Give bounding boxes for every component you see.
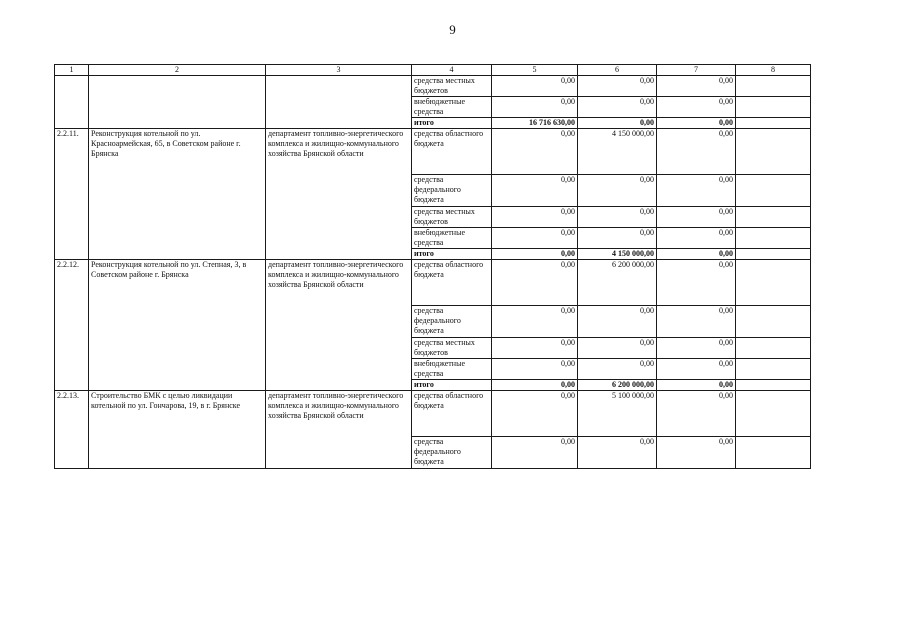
value-col7: 0,00 <box>657 207 736 228</box>
column-number-row <box>55 65 811 76</box>
value-col7: 0,00 <box>657 437 736 469</box>
value-col8 <box>736 228 811 249</box>
value-col8 <box>736 97 811 118</box>
funding-source: внебюджетные средства <box>412 228 492 249</box>
value-col8 <box>736 76 811 97</box>
column-header: 4 <box>412 65 492 76</box>
value-col6: 4 150 000,00 <box>578 249 657 260</box>
funding-source: средства местных бюджетов <box>412 338 492 359</box>
value-col5: 0,00 <box>492 228 578 249</box>
value-col5: 0,00 <box>492 359 578 380</box>
value-col8 <box>736 338 811 359</box>
funding-source: средства федерального бюджета <box>412 437 492 469</box>
value-col5: 0,00 <box>492 97 578 118</box>
entry-number: 2.2.11. <box>55 129 89 260</box>
value-col6: 6 200 000,00 <box>578 380 657 391</box>
funding-source: итого <box>412 118 492 129</box>
value-col7: 0,00 <box>657 129 736 175</box>
page-number: 9 <box>449 22 456 37</box>
value-col5: 0,00 <box>492 437 578 469</box>
value-col6: 0,00 <box>578 207 657 228</box>
value-col7: 0,00 <box>657 359 736 380</box>
entry-name: Строительство БМК с целью ликвидации котельной по ул. Гончарова, 19, в г. Брянске <box>89 391 266 469</box>
funding-source: средства местных бюджетов <box>412 76 492 97</box>
continued-entry <box>55 76 811 129</box>
value-col6: 6 200 000,00 <box>578 260 657 306</box>
funding-source: средства областного бюджета <box>412 129 492 175</box>
funding-source: средства федерального бюджета <box>412 306 492 338</box>
value-col6: 0,00 <box>578 338 657 359</box>
value-col6: 0,00 <box>578 306 657 338</box>
value-col8 <box>736 359 811 380</box>
value-col8 <box>736 207 811 228</box>
value-col5: 0,00 <box>492 76 578 97</box>
value-col7: 0,00 <box>657 391 736 437</box>
value-col6: 0,00 <box>578 228 657 249</box>
funding-source: средства местных бюджетов <box>412 207 492 228</box>
value-col8 <box>736 249 811 260</box>
value-col5: 0,00 <box>492 129 578 175</box>
entry-executor: департамент топливно-энергетического комплекса и жилищно-коммунального хозяйства Брянской области <box>266 260 412 391</box>
empty-name-cell <box>89 76 266 129</box>
entry-2-2-11 <box>55 129 811 260</box>
value-col5: 0,00 <box>492 391 578 437</box>
value-col8 <box>736 129 811 175</box>
value-col7: 0,00 <box>657 228 736 249</box>
value-col7: 0,00 <box>657 306 736 338</box>
table-row <box>55 76 811 97</box>
table-row <box>55 260 811 306</box>
funding-source: средства областного бюджета <box>412 260 492 306</box>
column-header: 8 <box>736 65 811 76</box>
value-col7: 0,00 <box>657 338 736 359</box>
entry-number: 2.2.13. <box>55 391 89 469</box>
table-row <box>55 129 811 175</box>
column-header: 2 <box>89 65 266 76</box>
entry-executor: департамент топливно-энергетического комплекса и жилищно-коммунального хозяйства Брянской области <box>266 391 412 469</box>
funding-source: внебюджетные средства <box>412 97 492 118</box>
value-col8 <box>736 391 811 437</box>
value-col7: 0,00 <box>657 260 736 306</box>
value-col7: 0,00 <box>657 76 736 97</box>
value-col6: 0,00 <box>578 437 657 469</box>
entry-number: 2.2.12. <box>55 260 89 391</box>
column-header: 1 <box>55 65 89 76</box>
funding-source: средства областного бюджета <box>412 391 492 437</box>
value-col5: 0,00 <box>492 175 578 207</box>
value-col5: 0,00 <box>492 249 578 260</box>
budget-table <box>54 64 811 469</box>
value-col6: 0,00 <box>578 97 657 118</box>
value-col8 <box>736 437 811 469</box>
value-col8 <box>736 260 811 306</box>
value-col7: 0,00 <box>657 175 736 207</box>
entry-executor: департамент топливно-энергетического комплекса и жилищно-коммунального хозяйства Брянской области <box>266 129 412 260</box>
value-col7: 0,00 <box>657 380 736 391</box>
value-col7: 0,00 <box>657 118 736 129</box>
entry-2-2-12 <box>55 260 811 391</box>
column-header: 7 <box>657 65 736 76</box>
entry-2-2-13 <box>55 391 811 469</box>
column-header: 6 <box>578 65 657 76</box>
value-col8 <box>736 380 811 391</box>
empty-number-cell <box>55 76 89 129</box>
value-col6: 0,00 <box>578 118 657 129</box>
funding-source: итого <box>412 249 492 260</box>
value-col6: 5 100 000,00 <box>578 391 657 437</box>
value-col8 <box>736 118 811 129</box>
value-col5: 0,00 <box>492 260 578 306</box>
entry-name: Реконструкция котельной по ул. Степная, 3, в Советском районе г. Брянска <box>89 260 266 391</box>
funding-source: внебюджетные средства <box>412 359 492 380</box>
value-col8 <box>736 306 811 338</box>
column-header: 5 <box>492 65 578 76</box>
entry-name: Реконструкция котельной по ул. Красноармейская, 65, в Советском районе г. Брянска <box>89 129 266 260</box>
value-col7: 0,00 <box>657 97 736 118</box>
value-col5: 0,00 <box>492 380 578 391</box>
value-col6: 4 150 000,00 <box>578 129 657 175</box>
funding-source: итого <box>412 380 492 391</box>
value-col5: 0,00 <box>492 338 578 359</box>
value-col5: 0,00 <box>492 207 578 228</box>
value-col5: 0,00 <box>492 306 578 338</box>
value-col5: 16 716 630,00 <box>492 118 578 129</box>
column-header: 3 <box>266 65 412 76</box>
value-col7: 0,00 <box>657 249 736 260</box>
table-row <box>55 391 811 437</box>
value-col6: 0,00 <box>578 76 657 97</box>
value-col6: 0,00 <box>578 359 657 380</box>
funding-source: средства федерального бюджета <box>412 175 492 207</box>
value-col8 <box>736 175 811 207</box>
empty-executor-cell <box>266 76 412 129</box>
value-col6: 0,00 <box>578 175 657 207</box>
